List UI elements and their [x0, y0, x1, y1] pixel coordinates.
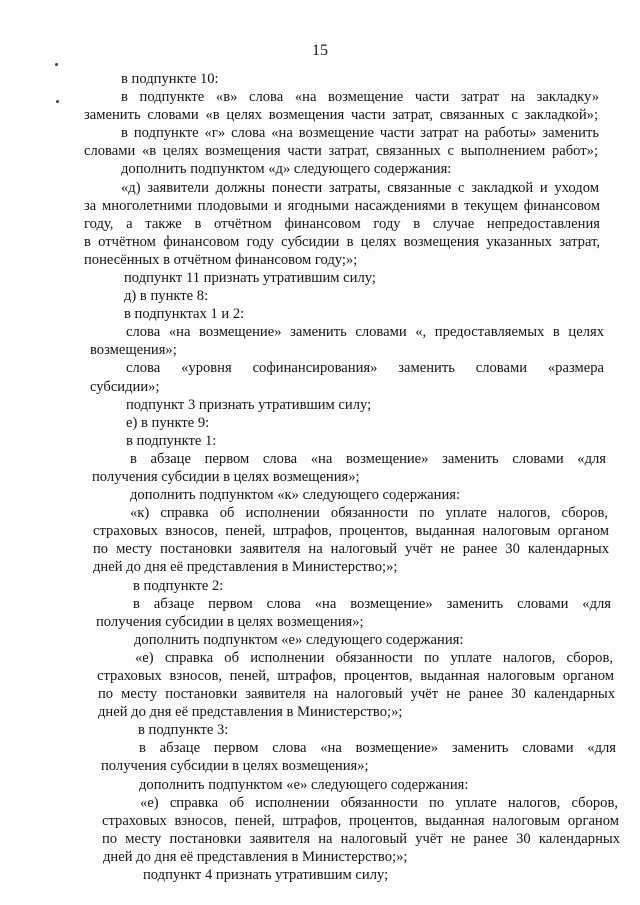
page-number: 15 [312, 42, 328, 59]
text-line: страховых взносов, пеней, штрафов, процентов, выданная налоговым органом [102, 813, 619, 829]
text-line: получения субсидии в целях возмещения»; [101, 758, 369, 774]
text-line: понесённых в отчётном финансовом году;»; [84, 252, 358, 268]
text-line: д) в пункте 8: [124, 288, 209, 304]
text-line: подпункт 3 признать утратившим силу; [126, 397, 372, 413]
text-line: дней до дня её представления в Министерство;»; [93, 559, 398, 575]
text-line: заменить словами «в целях возмещения части затрат, связанных с закладкой»; [84, 107, 598, 123]
text-line: подпункт 11 признать утратившим силу; [124, 270, 376, 286]
text-line: в подпункте 3: [138, 722, 229, 738]
text-line: субсидии»; [90, 379, 160, 395]
text-line: е) в пункте 9: [126, 415, 210, 431]
text-line: дополнить подпунктом «е» следующего содержания: [134, 632, 464, 648]
text-line: дополнить подпунктом «к» следующего содержания: [130, 487, 461, 503]
text-line: получения субсидии в целях возмещения»; [96, 614, 364, 630]
text-line: возмещения»; [90, 342, 177, 358]
text-line: по месту постановки заявителя на налоговый учёт не ранее 30 календарных [102, 831, 620, 847]
text-line: страховых взносов, пеней, штрафов, процентов, выданная налоговым органом [97, 668, 614, 684]
text-line: в подпункте 10: [121, 71, 219, 87]
text-line: по месту постановки заявителя на налоговый учёт не ранее 30 календарных [93, 541, 609, 557]
text-line: в абзаце первом слова «на возмещение» заменить словами «для [133, 596, 611, 612]
text-line: в подпунктах 1 и 2: [124, 306, 245, 322]
text-line: году, а также в отчётном финансовом году в случае непредоставления [84, 216, 600, 232]
text-line: в отчётном финансовом году субсидии в целях возмещения указанных затрат, [84, 234, 600, 250]
text-line: в подпункте 2: [133, 578, 224, 594]
text-line: дней до дня её представления в Министерство;»; [103, 849, 408, 865]
scan-mark [55, 63, 58, 66]
text-line: подпункт 4 признать утратившим силу; [143, 867, 389, 883]
scan-mark [56, 100, 59, 103]
text-line: в подпункте «г» слова «на возмещение части затрат на работы» заменить [121, 125, 599, 141]
text-line: словами «в целях возмещения части затрат, связанных с выполнением работ»; [84, 143, 598, 159]
text-line: страховых взносов, пеней, штрафов, процентов, выданная налоговым органом [93, 523, 609, 539]
text-line: в подпункте 1: [126, 433, 217, 449]
text-line: дополнить подпунктом «е» следующего содержания: [139, 777, 469, 793]
text-line: «е) справка об исполнении обязанности по уплате налогов, сборов, [135, 650, 613, 666]
text-line: в абзаце первом слова «на возмещение» заменить словами «для [139, 740, 616, 756]
text-line: «е) справка об исполнении обязанности по уплате налогов, сборов, [140, 795, 618, 811]
text-line: слова «на возмещение» заменить словами «, предоставляемых в целях [126, 324, 604, 340]
text-line: получения субсидии в целях возмещения»; [92, 469, 360, 485]
text-line: в подпункте «в» слова «на возмещение части затрат на закладку» [121, 89, 599, 105]
text-line: за многолетними плодовыми и ягодными насаждениями в текущем финансовом [84, 198, 600, 214]
text-line: «к) справка об исполнении обязанности по уплате налогов, сборов, [130, 505, 608, 521]
text-line: дополнить подпунктом «д» следующего содержания: [121, 161, 452, 177]
text-line: в абзаце первом слова «на возмещение» заменить словами «для [130, 451, 606, 467]
text-line: «д) заявители должны понести затраты, связанные с закладкой и уходом [121, 180, 599, 196]
text-line: слова «уровня софинансирования» заменить словами «размера [126, 360, 604, 376]
text-line: дней до дня её представления в Министерство;»; [98, 704, 403, 720]
text-line: по месту постановки заявителя на налоговый учёт не ранее 30 календарных [98, 686, 615, 702]
